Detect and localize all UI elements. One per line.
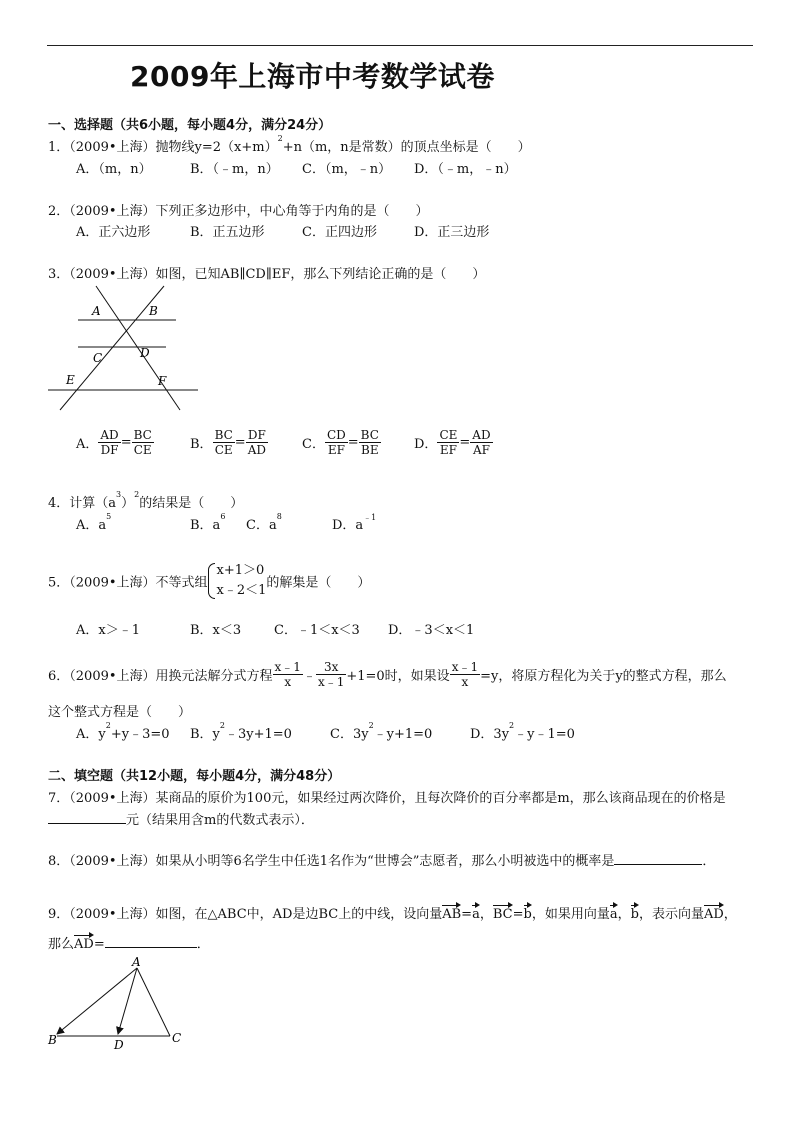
q6-post: =y，将原方程化为关于y的整式方程，那么 <box>480 669 727 684</box>
q4-exp-1: 3 <box>116 490 122 499</box>
q6-c-a: C．3y <box>330 727 369 742</box>
q3-a-right-fraction <box>132 428 154 457</box>
q9-vector-b: b <box>523 907 532 922</box>
q2-option-c: C．正四边形 <box>302 225 377 240</box>
q5-option-b: B．x＜3 <box>190 623 242 638</box>
question-3: 3．（2009•上海）如图，已知AB∥CD∥EF，那么下列结论正确的是（ ） <box>48 267 486 282</box>
q6-pre: 6．（2009•上海）用换元法解分式方程 <box>48 669 273 684</box>
q9-line2-eq: = <box>93 937 105 952</box>
page-title: 2009年上海市中考数学试卷 <box>130 60 495 93</box>
transversal-2 <box>96 286 180 410</box>
q5-ineq-2: x﹣2＜1 <box>216 583 267 598</box>
label-F: F <box>158 374 167 388</box>
q3-d-rd: AF <box>472 443 490 457</box>
q6-d-e: 2 <box>509 721 515 730</box>
q6-d-a: D．3y <box>470 727 510 742</box>
q3-option-b-letter: B． <box>190 437 213 452</box>
q8-text: 8．（2009•上海）如果从小明等6名学生中任选1名作为“世博会”志愿者，那么小明被选中的概率是 <box>48 854 615 869</box>
q3-b-ln: BC <box>214 428 233 442</box>
q8-end: ． <box>702 854 716 869</box>
q1-stem-post: +n（m，n是常数）的顶点坐标是（ ） <box>282 140 531 155</box>
q3-d-right-fraction <box>470 428 492 457</box>
q9-mid: ，如果用向量 <box>531 907 610 922</box>
q1-option-a: A．（m，n） <box>76 162 152 177</box>
section-2-heading: 二、填空题（共12小题，每小题4分，满分48分） <box>48 769 341 784</box>
question-6 <box>48 660 727 689</box>
label-C: C <box>93 351 103 365</box>
section-1-heading: 一、选择题（共6小题，每小题4分，满分24分） <box>48 118 332 133</box>
q1-stem-pre: 1．（2009•上海）抛物线y=2（x+m） <box>48 140 278 155</box>
q4-mid: ） <box>121 496 135 511</box>
q3-d-ln: CE <box>439 428 458 442</box>
q3-option-c <box>302 428 381 457</box>
q4-b-base: B．a <box>190 518 221 533</box>
q9-vector-a-2: a <box>609 907 618 922</box>
q3-option-d <box>414 428 493 457</box>
question-1 <box>48 136 531 155</box>
q3-b-right-fraction <box>246 428 268 457</box>
q4-a-base: A．a <box>76 518 107 533</box>
q6-option-b <box>190 723 292 742</box>
q1-exponent: 2 <box>277 134 283 143</box>
q5-option-a: A．x＞﹣1 <box>76 623 140 638</box>
q3-d-left-fraction <box>437 428 459 457</box>
q6-f3-num: x﹣1 <box>451 660 479 674</box>
q3-b-rd: AD <box>247 443 266 457</box>
q9-vector-BC: BC <box>492 907 513 922</box>
q4-option-c <box>246 514 282 533</box>
tri-label-C: C <box>172 1031 182 1045</box>
q3-c-ln: CD <box>326 428 346 442</box>
vector-AB-arrow <box>57 968 137 1034</box>
q3-d-ld: EF <box>439 443 457 457</box>
q3-a-left-fraction <box>98 428 120 457</box>
q3-a-ld: DF <box>100 443 119 457</box>
q1-option-d: D．（﹣m，﹣n） <box>414 162 517 177</box>
q3-c-rd: BE <box>361 443 379 457</box>
q4-d-exp: ﹣1 <box>363 513 377 522</box>
q8-answer-blank[interactable] <box>614 852 702 865</box>
q9-line2-end: ． <box>196 937 210 952</box>
q3-c-eq: = <box>347 435 359 450</box>
q6-option-d <box>470 723 575 742</box>
q3-a-eq: = <box>120 435 132 450</box>
top-rule <box>47 45 753 46</box>
q9-pre: 9．（2009•上海）如图，在△ABC中，AD是边BC上的中线，设向量 <box>48 907 443 922</box>
q6-d-b: ﹣y﹣1=0 <box>514 727 575 742</box>
q2-option-b: B．正五边形 <box>190 225 265 240</box>
q3-a-rd: CE <box>133 443 152 457</box>
q5-option-d: D．﹣3＜x＜1 <box>388 623 475 638</box>
q6-b-e: 2 <box>219 721 225 730</box>
q9-sep: ， <box>479 907 493 922</box>
q6-f1-num: x﹣1 <box>274 660 301 674</box>
question-4 <box>48 492 243 511</box>
q4-exp-2: 2 <box>134 490 140 499</box>
tri-label-B: B <box>48 1033 57 1047</box>
q3-option-d-letter: D． <box>414 437 438 452</box>
q5-ineq-1: x+1＞0 <box>216 563 265 578</box>
q9-answer-blank[interactable] <box>105 935 197 948</box>
q9-eq2: = <box>512 907 524 922</box>
q1-option-b: B．（﹣m，n） <box>190 162 279 177</box>
q4-post: 的结果是（ ） <box>139 496 244 511</box>
question-5 <box>48 561 370 601</box>
vector-AD-arrow <box>118 968 137 1034</box>
q4-c-base: C．a <box>246 518 277 533</box>
q2-option-d: D．正三边形 <box>414 225 490 240</box>
q9-vector-AB: AB <box>442 907 462 922</box>
label-E: E <box>66 373 75 387</box>
q3-b-left-fraction <box>213 428 235 457</box>
q3-option-a-letter: A． <box>76 437 99 452</box>
q7-answer-blank[interactable] <box>48 811 126 824</box>
q9-end: ， <box>723 907 737 922</box>
q6-fraction-2 <box>316 660 346 689</box>
q9-eq1: = <box>461 907 473 922</box>
q6-a-a: A．y <box>76 727 106 742</box>
label-B: B <box>149 304 158 318</box>
q9-mid2: ，表示向量 <box>638 907 704 922</box>
q6-f2-num: 3x <box>316 660 346 675</box>
side-AC <box>137 968 170 1036</box>
q6-b-b: ﹣3y+1=0 <box>225 727 292 742</box>
q6-option-c <box>330 723 432 742</box>
q4-pre: 4．计算（a <box>48 496 117 511</box>
q3-a-rn: BC <box>133 428 152 442</box>
tri-label-D: D <box>114 1038 124 1051</box>
question-9 <box>48 903 737 922</box>
question-7: 7．（2009•上海）某商品的原价为100元，如果经过两次降价，且每次降价的百分率都是m，那么该商品现在的价格是 <box>48 791 726 806</box>
q3-option-b <box>190 428 268 457</box>
q1-option-c: C．（m，﹣n） <box>302 162 392 177</box>
q3-option-a <box>76 428 154 457</box>
q9-vector-b-2: b <box>630 907 639 922</box>
q9-line-2 <box>48 933 210 952</box>
q9-line2-pre: 那么 <box>48 937 75 952</box>
question-2: 2．（2009•上海）下列正多边形中，中心角等于内角的是（ ） <box>48 204 429 219</box>
q6-f1-den: x <box>284 675 292 689</box>
q5-inequality-system <box>208 561 267 601</box>
tri-label-A: A <box>132 956 141 969</box>
q6-a-e: 2 <box>105 721 111 730</box>
q3-b-rn: DF <box>246 428 268 443</box>
q6-f2-den: x﹣1 <box>317 675 345 689</box>
q3-c-ld: EF <box>327 443 345 457</box>
q6-f3-den: x <box>461 675 469 689</box>
q2-option-a: A．正六边形 <box>76 225 151 240</box>
q4-d-base: D．a <box>332 518 364 533</box>
q3-b-eq: = <box>234 435 246 450</box>
label-D: D <box>140 346 150 360</box>
q4-option-a <box>76 514 111 533</box>
q3-parallel-lines-figure <box>48 284 198 414</box>
q9-vector-AD-2: AD <box>74 937 94 952</box>
q3-c-rn: BC <box>360 428 379 442</box>
q6-minus: ﹣ <box>302 669 316 684</box>
q3-a-ln: AD <box>100 428 119 442</box>
q6-line-2: 这个整式方程是（ ） <box>48 705 192 720</box>
q4-option-d <box>332 514 376 533</box>
q3-option-c-letter: C． <box>302 437 325 452</box>
q6-option-a <box>76 723 170 742</box>
q6-a-b: +y﹣3=0 <box>110 727 170 742</box>
q6-mid: +1=0时，如果设 <box>346 669 450 684</box>
q6-b-a: B．y <box>190 727 220 742</box>
q3-c-right-fraction <box>359 428 381 457</box>
q7-line-2 <box>48 809 314 828</box>
label-A: A <box>92 304 101 318</box>
q9-vector-AD: AD <box>703 907 724 922</box>
q3-d-rn: AD <box>472 428 491 442</box>
q6-c-b: ﹣y+1=0 <box>373 727 433 742</box>
q3-d-eq: = <box>459 435 471 450</box>
q9-vector-a: a <box>472 907 480 922</box>
q9-sep2: ， <box>617 907 631 922</box>
q7-line-2-text: 元（结果用含m的代数式表示）． <box>126 813 314 828</box>
q9-triangle-figure <box>44 956 194 1051</box>
q3-c-left-fraction <box>325 428 348 457</box>
q3-b-ld: CE <box>214 443 233 457</box>
q5-post: 的解集是（ ） <box>266 575 371 591</box>
q4-a-exp: 5 <box>106 512 112 521</box>
q6-c-e: 2 <box>368 721 374 730</box>
q6-fraction-1 <box>273 660 303 689</box>
q4-option-b <box>190 514 225 533</box>
q5-pre: 5．（2009•上海）不等式组 <box>48 575 208 591</box>
q4-c-exp: 8 <box>276 512 282 521</box>
q6-fraction-3 <box>450 660 480 689</box>
q5-option-c: C．﹣1＜x＜3 <box>274 623 360 638</box>
q4-b-exp: 6 <box>220 512 226 521</box>
question-8 <box>48 850 715 869</box>
